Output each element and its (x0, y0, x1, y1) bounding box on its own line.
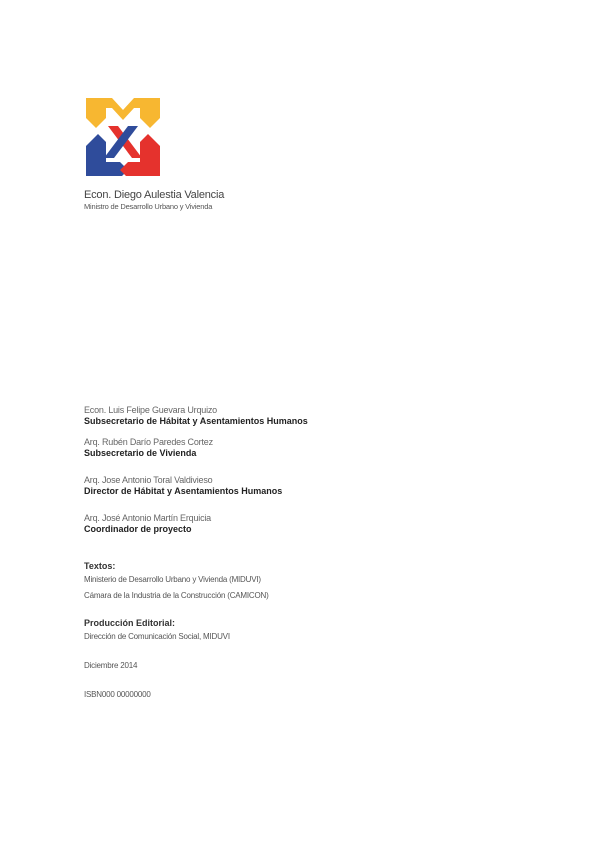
textos-line: Cámara de la Industria de la Construcción (CAMICON) (84, 591, 269, 600)
credit-name: Econ. Luis Felipe Guevara Urquizo (84, 405, 217, 415)
textos-section (84, 560, 269, 604)
credit-role: Coordinador de proyecto (84, 524, 192, 534)
publication-date: Diciembre 2014 (84, 661, 138, 670)
credit-entry (84, 437, 524, 459)
credit-entry (84, 513, 524, 535)
minister-block (84, 189, 224, 212)
credit-name: Arq. Rubén Darío Paredes Cortez (84, 437, 213, 447)
credits-list (84, 405, 524, 545)
textos-line: Ministerio de Desarrollo Urbano y Vivienda (MIDUVI) (84, 575, 261, 584)
produccion-title: Producción Editorial: (84, 618, 176, 628)
credit-entry (84, 475, 524, 497)
minister-role: Ministro de Desarrollo Urbano y Vivienda (84, 202, 213, 211)
isbn: ISBN000 00000000 (84, 690, 151, 699)
produccion-line: Dirección de Comunicación Social, MIDUVI (84, 632, 230, 641)
credit-name: Arq. Jose Antonio Toral Valdivieso (84, 475, 213, 485)
credit-role: Subsecretario de Vivienda (84, 448, 197, 458)
textos-title: Textos: (84, 561, 116, 571)
produccion-section (84, 617, 230, 645)
ministry-logo (84, 96, 162, 176)
credit-entry (84, 405, 524, 427)
minister-name: Econ. Diego Aulestia Valencia (84, 189, 225, 201)
credit-name: Arq. José Antonio Martín Erquicia (84, 513, 211, 523)
logo-yellow-shape (86, 98, 160, 128)
credit-role: Director de Hábitat y Asentamientos Humanos (84, 486, 283, 496)
credit-role: Subsecretario de Hábitat y Asentamientos Humanos (84, 416, 308, 426)
